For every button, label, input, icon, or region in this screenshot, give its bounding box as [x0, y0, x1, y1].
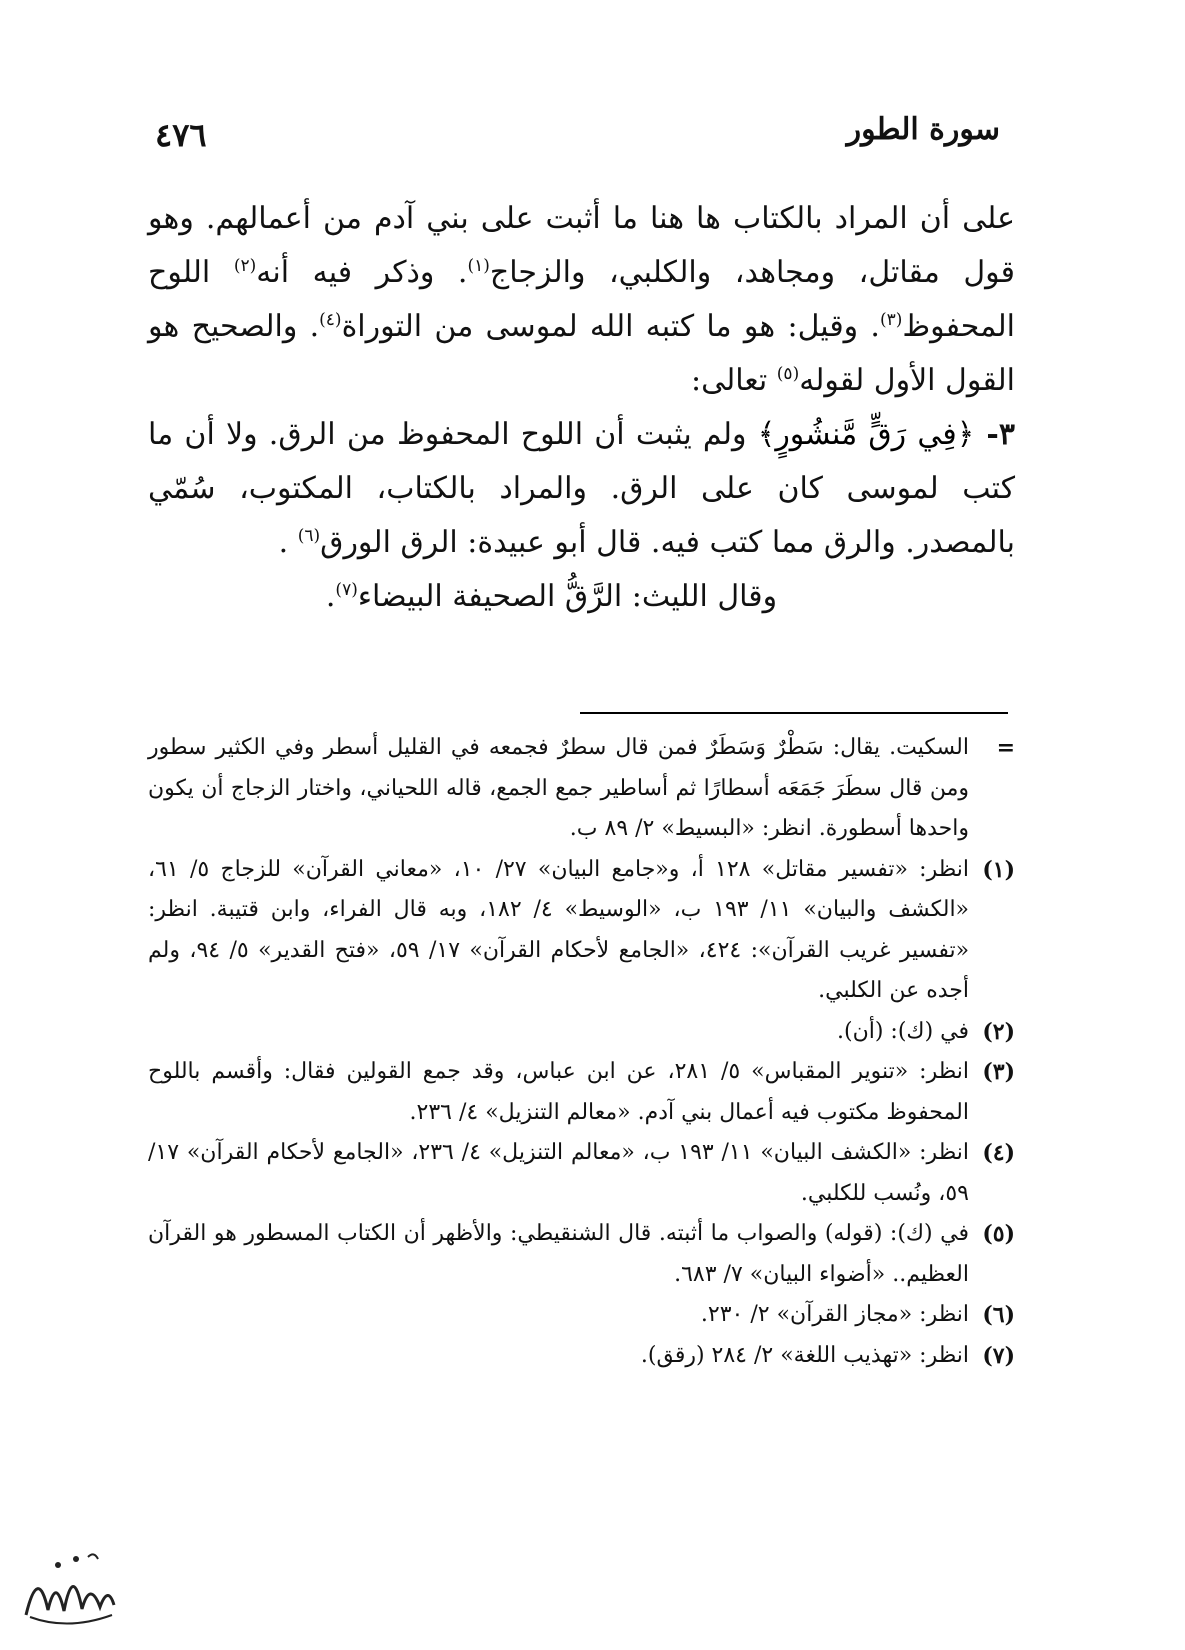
footnote-item [148, 728, 1015, 850]
footnote-item [148, 1133, 1015, 1214]
footnote-reference: (٧) [335, 580, 358, 600]
footnote-item [148, 850, 1015, 1012]
footnote-text: انظر: «تفسير مقاتل» ١٢٨ أ، و«جامع البيان» ٢٧/ ١٠، «معاني القرآن» للزجاج ٥/ ٦١، «الكشف والبيان» ١١/ ١٩٣ ب، «الوسيط» ٤/ ١٨٢، وبه قال الفراء، وابن قتيبة. انظر: «تفسير غريب القرآن»: ٤٢٤، «الجامع لأحكام القرآن» ١٧/ ٥٩، «فتح القدير» ٥/ ٩٤، ولم أجده عن الكلبي. [148, 856, 970, 1003]
body-text-run: ولم يثبت أن اللوح المحفوظ من الرق. ولا أن ما كتب لموسى كان على الرق. والمراد بالكتاب، المكتوب، سُمّي بالمصدر. والرق مما كتب فيه. قال أبو عبيدة: الرق الورق [148, 417, 1015, 560]
footnote-reference: (٣) [879, 310, 903, 330]
footnote-text: انظر: «الكشف البيان» ١١/ ١٩٣ ب، «معالم التنزيل» ٤/ ٢٣٦، «الجامع لأحكام القرآن» ١٧/ ٥٩، ونُسب للكلبي. [148, 1140, 969, 1206]
footnote-text: في (ك): (قوله) والصواب ما أثبته. قال الشنقيطي: والأظهر أن الكتاب المسطور هو القرآن العظيم.. «أضواء البيان» ٧/ ٦٨٣. [148, 1221, 969, 1287]
footnotes [148, 728, 1015, 1376]
footnote-item [148, 1214, 1015, 1295]
footnote-text: السكيت. يقال: سَطْرٌ وَسَطَرٌ فمن قال سطرٌ فجمعه في القليل أسطر وفي الكثير سطور ومن قال سطَرَ جَمَعَه أسطارًا ثم أساطير جمع الجمع، قاله اللحياني، واختار الزجاج أن يكون واحدها أسطورة. انظر: «البسيط» ٢/ ٨٩ ب. [148, 735, 969, 841]
footnote-item [148, 1012, 1015, 1053]
footnote-reference: (٦) [297, 526, 321, 546]
footnote-marker: (٣) [982, 1059, 1015, 1085]
body-paragraph [148, 570, 1015, 624]
calligraphy-logo-icon [18, 1545, 120, 1635]
body-text-run: وقال الليث: الرَّقُّ الصحيفة البيضاء [357, 579, 778, 614]
quran-verse: ﴿فِي رَقٍّ مَّنشُورٍ﴾ [757, 417, 975, 452]
body-text-run: . وقيل: هو ما كتبه الله لموسى من التوراة [341, 309, 880, 344]
body-text-run: . [325, 579, 336, 614]
body-paragraph [148, 408, 1015, 570]
footnote-reference: (٢) [233, 256, 257, 276]
page-number: ٤٧٦ [155, 116, 207, 154]
footnote-marker: (٥) [982, 1221, 1015, 1247]
footnote-marker: (٢) [982, 1018, 1015, 1045]
footnote-marker: (٦) [982, 1302, 1015, 1328]
footnote-reference: (١) [467, 256, 490, 276]
body-text-run: . والصحيح هو القول الأول لقوله [148, 309, 1015, 398]
footnote-text: انظر: «تنوير المقباس» ٥/ ٢٨١، عن ابن عباس، وقد جمع القولين فقال: وأقسم باللوح المحفوظ مكتوب فيه أعمال بني آدم. «معالم التنزيل» ٤/ ٢٣٦. [148, 1059, 970, 1125]
footnote-marker: = [996, 735, 1015, 761]
body-text-run: على أن المراد بالكتاب ها هنا ما أثبت على بني آدم من أعمالهم. وهو قول مقاتل، ومجاهد، والكلبي، والزجاج [148, 201, 1015, 290]
body-text-run: تعالى: [691, 363, 777, 398]
body-paragraph [148, 192, 1015, 408]
body-text-run: . وذكر فيه أنه [256, 255, 468, 290]
footnote-item [148, 1336, 1015, 1377]
footnote-marker: (٧) [982, 1342, 1015, 1369]
footnote-marker: (٤) [982, 1140, 1015, 1166]
footnote-marker: (١) [982, 856, 1015, 883]
footnote-reference: (٥) [776, 364, 800, 384]
surah-title: سورة الطور [846, 112, 1000, 147]
footnote-item [148, 1295, 1015, 1336]
page-header [155, 112, 1000, 156]
verse-number: ٣- [974, 417, 1015, 452]
main-text [148, 192, 1015, 624]
footnote-text: في (ك): (أن). [837, 1018, 969, 1044]
footnote-reference: (٤) [319, 310, 342, 330]
footnote-item [148, 1052, 1015, 1133]
footnote-separator [580, 712, 1008, 714]
body-text-run: اللوح المحفوظ [148, 255, 1015, 344]
footnote-text: انظر: «تهذيب اللغة» ٢/ ٢٨٤ (رقق). [640, 1342, 969, 1368]
body-text-run: . [278, 525, 298, 560]
footnote-text: انظر: «مجاز القرآن» ٢/ ٢٣٠. [700, 1302, 969, 1327]
